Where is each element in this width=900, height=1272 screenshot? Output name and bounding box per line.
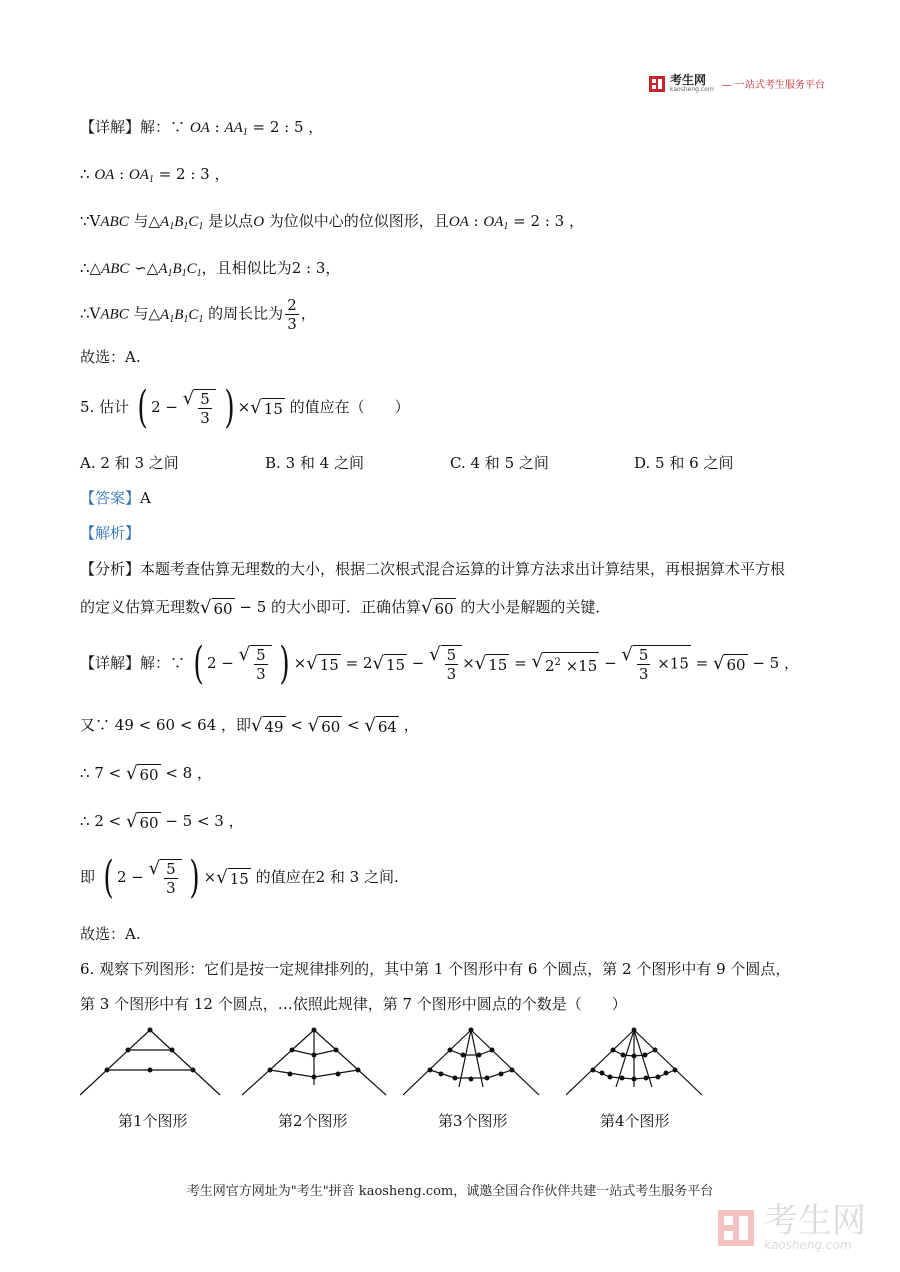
q4-line-1: 【详解】解：∵ OA : $AA_1 = 2$ : 5 ， xyxy=(80,118,324,138)
figure-3-label: 第3个图形 xyxy=(438,1112,508,1130)
q4-line-3: ∵VABC 与$\triangle A_1B_1C_1$ 是以点O 为位似中心的位似图形，且OA : $OA_1 = 2$ : 3 ， xyxy=(80,212,584,232)
q5-option-a: A. 2 和 3 之间 xyxy=(80,454,179,472)
logo-url: kaosheng.com xyxy=(670,86,714,93)
footer-text: 考生网官方网址为"考生"拼音 kaosheng.com，诚邀全国合作伙伴共建一站式考生服务平台 xyxy=(186,1184,714,1199)
q5-option-c: C. 4 和 5 之间 xyxy=(450,454,549,472)
figure-1-label: 第1个图形 xyxy=(118,1112,188,1130)
q5-detail-line-1: 【详解】解：∵ ( 2 − √ $\frac{5}{3}$ ) × √ 15 = 2 √ 15 − √ $\frac{5}{3}$ × √ 15 = √ $2^2 \times 15$ − √ $\frac{5}{3}$ ×15 = √ 60 − 5 ， xyxy=(80,638,799,689)
q5-option-b: B. 3 和 4 之间 xyxy=(265,454,364,472)
watermark-url: kaosheng.com xyxy=(764,1238,852,1252)
q5-detail-line-3: ∴ 7 < √ 60 < 8 ， xyxy=(80,762,212,784)
q4-conclusion: 故选：A. xyxy=(80,348,141,366)
figure-2-label: 第2个图形 xyxy=(278,1112,348,1130)
logo-name: 考生网 xyxy=(670,73,707,87)
q5-conclusion: 故选：A. xyxy=(80,925,141,943)
q5-detail-line-5: 即 ( 2 − √ $\frac{5}{3}$ ) × √ 15 的值应在2 和 3 之间. xyxy=(80,852,399,903)
q5-stem: 5. 估计 ( 2 − √ $\frac{5}{3}$ ) × √ 15 的值应在（ ） xyxy=(80,382,410,433)
figure-2 xyxy=(242,1025,392,1100)
q5-fenxi-line-2: 的定义估算无理数 √ 60 − 5 的大小即可．正确估算 √ 60 的大小是解题的关键． xyxy=(80,596,611,618)
q4-line-5: ∴VABC 与$\triangle A_1B_1C_1$ 的周长比为 $\frac{2}{3}$ ， xyxy=(80,296,316,333)
figure-4 xyxy=(566,1025,716,1100)
watermark-name: 考生网 xyxy=(764,1201,866,1241)
q5-analysis-tag: 【解析】 xyxy=(80,524,141,542)
figure-3 xyxy=(403,1025,553,1100)
q4-line-2: ∴ OA : $OA_1 = 2$ : 3 ， xyxy=(80,165,230,185)
watermark xyxy=(716,1201,866,1252)
watermark-logo-icon xyxy=(716,1208,756,1248)
q5-option-d: D. 5 和 6 之间 xyxy=(634,454,734,472)
header-logo xyxy=(648,74,825,93)
q4-line-4: ∴△ABC $∽\triangle A_1B_1C_1$，且相似比为2 : 3， xyxy=(80,259,341,279)
figure-4-label: 第4个图形 xyxy=(600,1112,670,1130)
logo-slogan: — 一站式考生服务平台 xyxy=(721,80,825,91)
q5-answer: 【答案】A xyxy=(80,489,151,507)
q5-detail-line-4: ∴ 2 < √ 60 − 5 < 3 ， xyxy=(80,810,244,832)
figure-1 xyxy=(80,1025,230,1100)
q5-detail-line-2: 又∵ 49 < 60 < 64 ，即 √ 49 < √ 60 < √ 64 ， xyxy=(80,714,419,736)
q6-stem-line-1: 6. 观察下列图形：它们是按一定规律排列的，其中第 1 个图形中有 6 个圆点，第 2 个图形中有 9 个圆点， xyxy=(80,960,791,978)
q5-fenxi-line-1: 【分析】本题考查估算无理数的大小，根据二次根式混合运算的计算方法求出计算结果，再根据算术平方根 xyxy=(80,560,786,578)
q6-stem-line-2: 第 3 个图形中有 12 个圆点，…依照此规律，第 7 个图形中圆点的个数是（ ） xyxy=(80,995,627,1013)
logo-icon xyxy=(648,75,666,93)
